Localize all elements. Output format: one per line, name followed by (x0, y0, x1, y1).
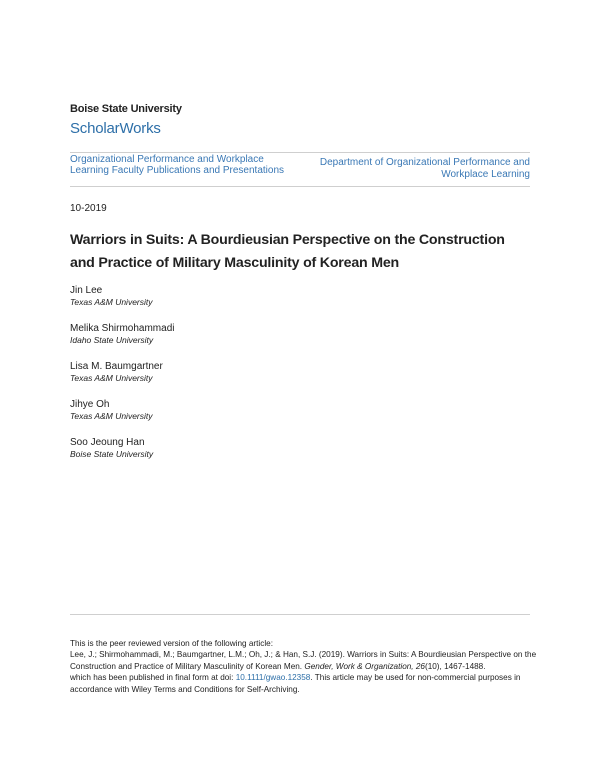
author-affiliation: Texas A&M University (70, 411, 153, 421)
paper-title-line-2: and Practice of Military Masculinity of Korean Men (70, 255, 399, 271)
divider-bottom (70, 186, 530, 187)
author-name[interactable]: Jin Lee (70, 285, 103, 296)
author-affiliation: Texas A&M University (70, 373, 153, 383)
scholarworks-link[interactable]: ScholarWorks (70, 120, 161, 137)
footer-intro: This is the peer reviewed version of the following article: (70, 639, 273, 648)
author-entry (70, 323, 530, 346)
footer-published (70, 672, 540, 695)
author-name[interactable]: Lisa M. Baumgartner (70, 361, 163, 372)
footer-divider (70, 614, 530, 615)
author-affiliation: Texas A&M University (70, 297, 153, 307)
author-entry (70, 285, 530, 308)
paper-title-line-1: Warriors in Suits: A Bourdieusian Perspective on the Construction (70, 232, 505, 248)
department-link[interactable]: Department of Organizational Performance and Workplace Learning (319, 157, 530, 180)
citation-issue: (10), 1467-1488. (424, 661, 486, 671)
doi-link[interactable]: 10.1111/gwao.12358 (235, 673, 311, 683)
published-suffix: . This article may be used for non-commercial purposes in accordance with Wiley Terms and Conditions for Self-Archiving. (70, 673, 521, 694)
publication-date: 10-2019 (70, 203, 107, 214)
author-name[interactable]: Jihye Oh (70, 399, 110, 410)
paper-title (70, 229, 540, 275)
journal-name: Gender, Work & Organization, 26 (304, 661, 425, 671)
author-entry (70, 399, 530, 422)
divider-top (70, 152, 530, 153)
author-entry (70, 361, 530, 384)
collection-link-left[interactable]: Organizational Performance and Workplace Learning Faculty Publications and Presentations (70, 154, 285, 176)
author-affiliation: Boise State University (70, 449, 154, 459)
author-name[interactable]: Melika Shirmohammadi (70, 323, 175, 334)
author-entry (70, 437, 530, 460)
author-list (70, 285, 530, 475)
author-affiliation: Idaho State University (70, 335, 154, 345)
published-prefix: which has been published in final form at doi: (70, 673, 234, 683)
citation-text: Lee, J.; Shirmohammadi, M.; Baumgartner, L.M.; Oh, J.; & Han, S.J. (2019). Warriors in Suits: A Bourdieusian Perspective on the Construction and Practice of Military Masculinity of Korean Men. (70, 650, 537, 671)
citation-footer (70, 638, 540, 695)
footer-citation (70, 649, 540, 672)
institution-name: Boise State University (70, 103, 182, 115)
author-name[interactable]: Soo Jeoung Han (70, 437, 145, 448)
